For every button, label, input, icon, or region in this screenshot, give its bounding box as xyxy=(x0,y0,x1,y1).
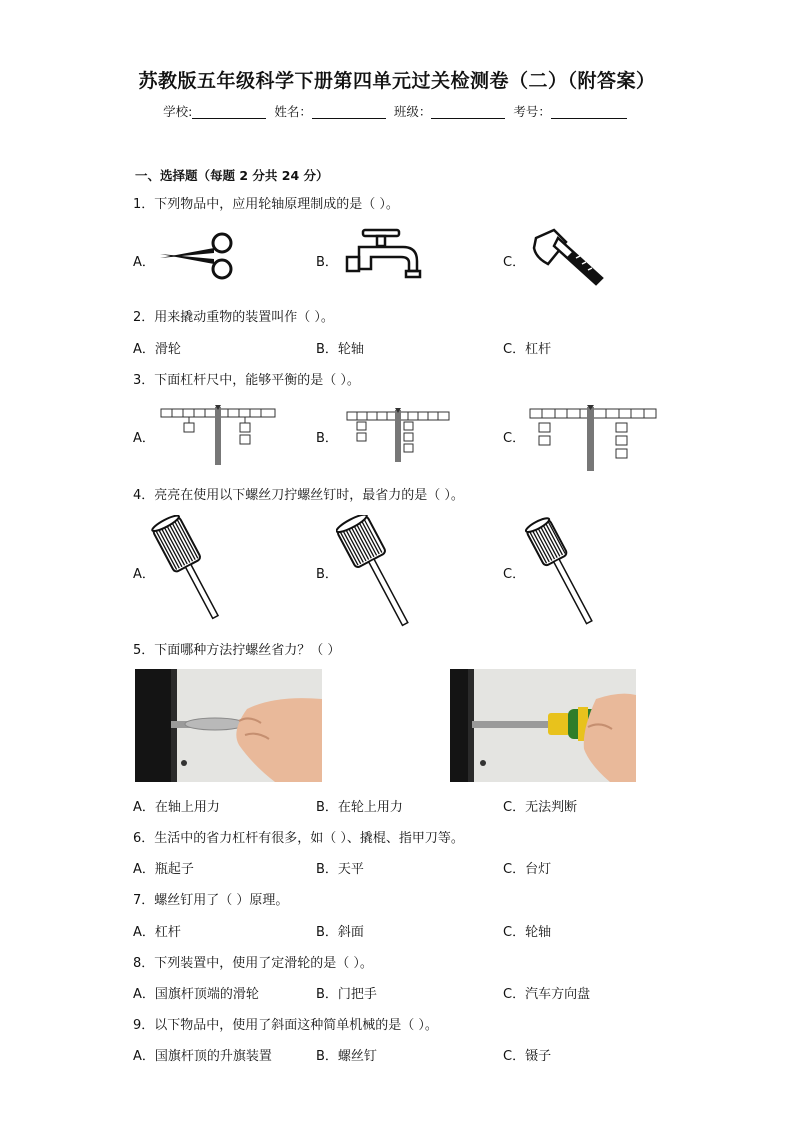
name-field[interactable] xyxy=(312,104,386,119)
school-label: 学校: xyxy=(163,104,193,119)
q5-option-c[interactable]: C．无法判断 xyxy=(503,800,578,815)
q8-option-c[interactable]: C．汽车方向盘 xyxy=(503,987,591,1002)
q1-option-c[interactable]: C． xyxy=(503,255,526,270)
faucet-icon xyxy=(343,227,427,289)
exam-no-label: 考号： xyxy=(513,104,551,119)
q8-option-b[interactable]: B．门把手 xyxy=(316,987,377,1002)
q2-option-b[interactable]: B．轮轴 xyxy=(316,342,364,357)
scissors-icon xyxy=(156,230,236,282)
page-title: 苏教版五年级科学下册第四单元过关检测卷（二）（附答案） xyxy=(138,70,656,92)
q7-option-a[interactable]: A．杠杆 xyxy=(133,925,181,940)
question-3: 3．下面杠杆尺中，能够平衡的是（ ）。 xyxy=(133,373,360,388)
q2-option-c[interactable]: C．杠杆 xyxy=(503,342,552,357)
axe-icon xyxy=(528,228,608,286)
name-label: 姓名： xyxy=(274,104,312,119)
q5-option-b[interactable]: B．在轮上用力 xyxy=(316,800,403,815)
school-field[interactable] xyxy=(192,104,266,119)
q9-option-b[interactable]: B．螺丝钉 xyxy=(316,1049,377,1064)
q3-option-c[interactable]: C． xyxy=(503,431,526,446)
q9-option-c[interactable]: C．镊子 xyxy=(503,1049,552,1064)
lever-ruler-c xyxy=(529,403,657,473)
q6-option-c[interactable]: C．台灯 xyxy=(503,862,552,877)
q3-option-a[interactable]: A． xyxy=(133,431,155,446)
q3-option-b[interactable]: B． xyxy=(316,431,338,446)
q4-option-c[interactable]: C． xyxy=(503,567,526,582)
question-9: 9．以下物品中，使用了斜面这种简单机械的是（ ）。 xyxy=(133,1018,438,1033)
exam-no-field[interactable] xyxy=(551,104,627,119)
screwdriver-b xyxy=(336,515,426,627)
q7-option-b[interactable]: B．斜面 xyxy=(316,925,364,940)
q1-option-b[interactable]: B． xyxy=(316,255,338,270)
question-1: 1．下列物品中，应用轮轴原理制成的是（ ）。 xyxy=(133,197,399,212)
q2-option-a[interactable]: A．滑轮 xyxy=(133,342,181,357)
question-8: 8．下列装置中，使用了定滑轮的是（ ）。 xyxy=(133,956,373,971)
screwdriver-c xyxy=(523,517,607,625)
screwdriver-a xyxy=(150,515,230,623)
section-title: 一、选择题（每题 2 分共 24 分） xyxy=(135,168,329,183)
question-5: 5．下面哪种方法拧螺丝省力？（ ） xyxy=(133,643,341,658)
q6-option-b[interactable]: B．天平 xyxy=(316,862,364,877)
q8-option-a[interactable]: A．国旗杆顶端的滑轮 xyxy=(133,987,259,1002)
q7-option-c[interactable]: C．轮轴 xyxy=(503,925,552,940)
question-6: 6．生活中的省力杠杆有很多，如（ ）、撬棍、指甲刀等。 xyxy=(133,831,464,846)
q6-option-a[interactable]: A．瓶起子 xyxy=(133,862,194,877)
question-4: 4．亮亮在使用以下螺丝刀拧螺丝钉时，最省力的是（ ）。 xyxy=(133,488,464,503)
q4-option-a[interactable]: A． xyxy=(133,567,155,582)
photo-turn-on-axle xyxy=(135,669,322,782)
q1-option-a[interactable]: A． xyxy=(133,255,155,270)
q4-option-b[interactable]: B． xyxy=(316,567,338,582)
question-7: 7．螺丝钉用了（ ）原理。 xyxy=(133,893,289,908)
q5-option-a[interactable]: A．在轴上用力 xyxy=(133,800,220,815)
class-label: 班级： xyxy=(393,104,432,119)
student-info-line xyxy=(0,102,794,120)
lever-ruler-a xyxy=(160,403,276,467)
lever-ruler-b xyxy=(346,406,450,464)
class-field[interactable] xyxy=(431,104,505,119)
q9-option-a[interactable]: A．国旗杆顶的升旗装置 xyxy=(133,1049,272,1064)
photo-turn-on-wheel xyxy=(450,669,636,782)
question-2: 2．用来撬动重物的装置叫作（ ）。 xyxy=(133,310,334,325)
